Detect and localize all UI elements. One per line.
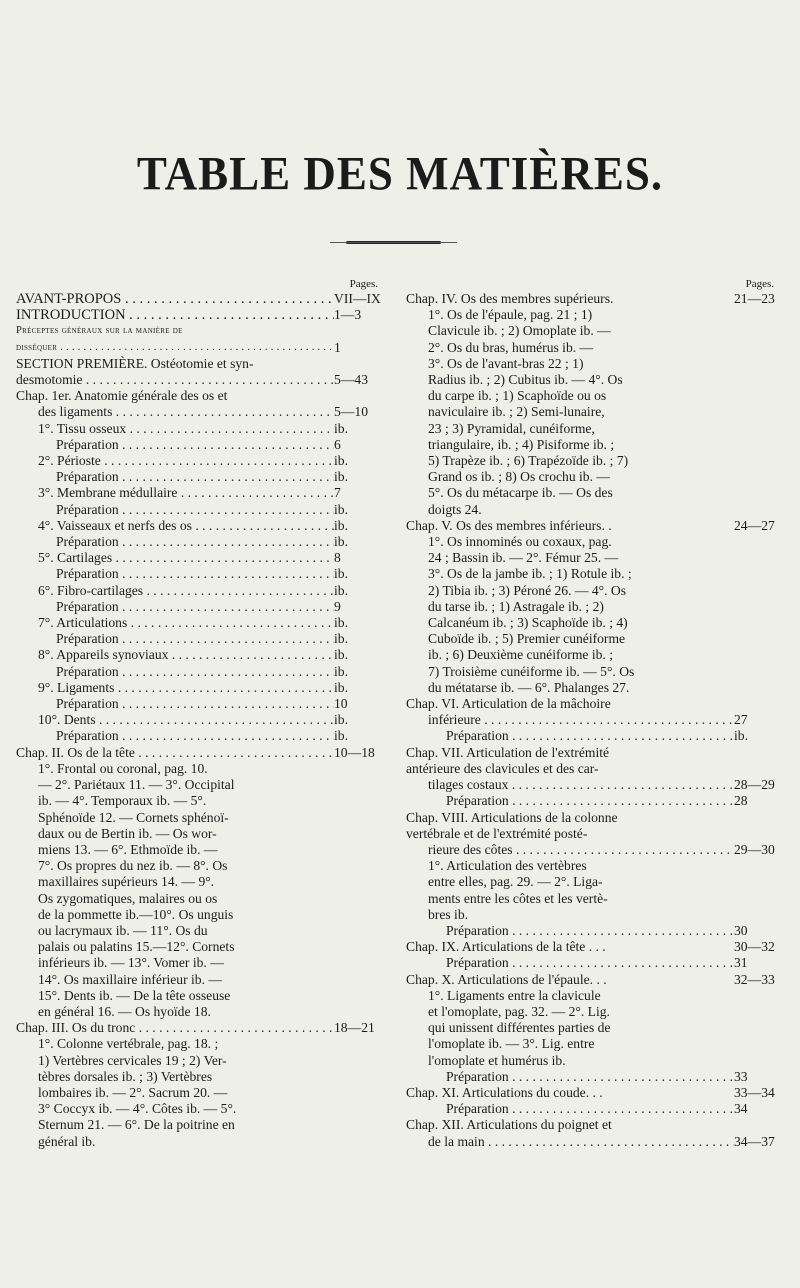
toc-entry-title: 9°. Ligaments . . . xyxy=(38,680,334,696)
toc-entry xyxy=(406,1085,784,1101)
toc-entry-page: ib. xyxy=(334,517,348,533)
toc-entry-title: disséquer . . . xyxy=(16,340,334,356)
toc-entry-title: Chap. X. Articulations de l'épaule. . . xyxy=(406,971,607,987)
toc-entry-page: ib. xyxy=(334,712,348,728)
toc-entry-title: 10°. Dents . . . xyxy=(38,712,334,728)
toc-entry-title: Préparation . . . xyxy=(56,566,334,582)
toc-entry-page: ib. xyxy=(334,453,348,469)
toc-entry-page: 34—37 xyxy=(734,1133,775,1149)
toc-entry-page: 32—33 xyxy=(734,971,775,987)
toc-entry-title: inférieure . . . xyxy=(428,712,734,728)
toc-block xyxy=(16,323,388,355)
toc-entry xyxy=(16,728,388,744)
toc-entry xyxy=(16,469,388,485)
toc-block xyxy=(406,291,784,518)
toc-sub-line: du métatarse ib. — 6°. Phalanges 27. xyxy=(428,679,630,695)
toc-entry-page: ib. xyxy=(734,728,748,744)
toc-block xyxy=(16,388,388,420)
toc-entry-page: 10 xyxy=(334,696,348,712)
toc-entry-page: 34 xyxy=(734,1101,748,1117)
toc-sub-line: ments entre les côtes et les vertè- xyxy=(428,890,608,906)
toc-sub-line: triangulaire, ib. ; 4) Pisiforme ib. ; xyxy=(428,436,615,452)
toc-entry-page: 1—3 xyxy=(334,307,362,323)
toc-sub-line: bres ib. xyxy=(428,906,469,922)
toc-detail xyxy=(406,858,784,923)
toc-entry-page: 10—18 xyxy=(334,744,375,760)
toc-entry-page: 9 xyxy=(334,598,341,614)
toc-entry-page: 28 xyxy=(734,793,748,809)
toc-entry xyxy=(16,404,388,420)
toc-entry-title: 7°. Articulations . . . xyxy=(38,615,334,631)
pages-column-label: Pages. xyxy=(349,278,378,290)
toc-entry-title: Préparation . . . xyxy=(446,955,734,971)
toc-entry xyxy=(406,712,784,728)
toc-entry xyxy=(16,1020,388,1036)
toc-entry xyxy=(16,291,388,307)
toc-entry-title: Chap. III. Os du tronc . . . xyxy=(16,1020,334,1036)
toc-sub-line: — 2°. Pariétaux 11. — 3°. Occipital xyxy=(38,777,235,793)
toc-entry xyxy=(16,307,388,323)
toc-block xyxy=(16,1020,388,1150)
toc-block xyxy=(16,356,388,388)
toc-entry-page: 1 xyxy=(334,339,341,355)
toc-entry-page: 28—29 xyxy=(734,777,775,793)
toc-sub-line: Os zygomatiques, malaires ou os xyxy=(38,890,218,906)
toc-sub-line: Grand os ib. ; 8) Os crochu ib. — xyxy=(428,469,610,485)
toc-sub-line: 5°. Os du métacarpe ib. — Os des xyxy=(428,485,613,501)
toc-sub-line: 1°. Ligaments entre la clavicule xyxy=(428,987,601,1003)
toc-sub-line: tèbres dorsales ib. ; 3) Vertèbres xyxy=(38,1068,213,1084)
toc-entry-title: 2°. Périoste . . . xyxy=(38,453,334,469)
toc-entry-page: ib. xyxy=(334,631,348,647)
toc-sub-line: ib. — 4°. Temporaux ib. — 5°. xyxy=(38,793,207,809)
toc-entry xyxy=(16,615,388,631)
toc-entry-title: 4°. Vaisseaux et nerfs des os . . . xyxy=(38,518,334,534)
toc-entry xyxy=(406,972,784,988)
toc-entry xyxy=(16,518,388,534)
toc-sub-line: 1°. Articulation des vertèbres xyxy=(428,858,587,874)
toc-entry-title: de la main . . . xyxy=(428,1134,734,1150)
toc-entry-title: Préparation . . . xyxy=(446,923,734,939)
toc-entry xyxy=(16,664,388,680)
toc-entry-page: 31 xyxy=(734,955,748,971)
toc-entry xyxy=(16,437,388,453)
toc-entry-title: AVANT-PROPOS . . . xyxy=(16,291,334,307)
toc-sub-line: palais ou palatins 15.—12°. Cornets xyxy=(38,939,235,955)
toc-entry xyxy=(406,923,784,939)
toc-entry xyxy=(16,372,388,388)
toc-block-line: Chap. VI. Articulation de la mâchoire xyxy=(406,696,611,712)
toc-sub-line: 1°. Frontal ou coronal, pag. 10. xyxy=(38,760,208,776)
toc-entry-title: rieure des côtes . . . xyxy=(428,842,734,858)
toc-block xyxy=(16,745,388,1020)
toc-entry-page: 27 xyxy=(734,712,748,728)
toc-entry-page: ib. xyxy=(334,582,348,598)
toc-entry-title: Chap. IX. Articulations de la tête . . . xyxy=(406,939,606,955)
toc-sub-line: doigts 24. xyxy=(428,501,482,517)
toc-block xyxy=(406,696,784,728)
toc-block xyxy=(406,518,784,696)
toc-entry-title: INTRODUCTION . . . xyxy=(16,307,334,323)
toc-sub-line: lombaires ib. — 2°. Sacrum 20. — xyxy=(38,1084,228,1100)
toc-entry-page: 7 xyxy=(334,485,341,501)
toc-entry xyxy=(16,566,388,582)
toc-sub-line: ib. ; 6) Deuxième cunéiforme ib. ; xyxy=(428,647,613,663)
toc-entry-title: Chap. IV. Os des membres supérieurs. xyxy=(406,291,614,306)
toc-entry xyxy=(16,647,388,663)
toc-entry-page: 21—23 xyxy=(734,291,775,306)
toc-entry-page: 18—21 xyxy=(334,1020,375,1036)
toc-entry-title: des ligaments . . . xyxy=(38,404,334,420)
toc-entry xyxy=(16,485,388,501)
toc-entry xyxy=(16,745,388,761)
toc-sub-line: 7) Troisième cunéiforme ib. — 5°. Os xyxy=(428,663,635,679)
toc-entry-page: 5—10 xyxy=(334,404,368,420)
toc-entry-title: 1°. Tissu osseux . . . xyxy=(38,421,334,437)
toc-sub-line: de la pommette ib.—10°. Os unguis xyxy=(38,906,234,922)
toc-sub-line: 1°. Colonne vertébrale, pag. 18. ; xyxy=(38,1036,219,1052)
toc-sub-line: miens 13. — 6°. Ethmoïde ib. — xyxy=(38,841,218,857)
toc-entry-page: ib. xyxy=(334,615,348,631)
toc-sub-line: naviculaire ib. ; 2) Semi-lunaire, xyxy=(428,404,605,420)
toc-entry xyxy=(16,340,388,356)
toc-entry xyxy=(16,534,388,550)
toc-entry xyxy=(16,453,388,469)
toc-entry-page: 24—27 xyxy=(734,517,775,533)
toc-entry xyxy=(16,712,388,728)
toc-sub-line: inférieurs ib. — 13°. Vomer ib. — xyxy=(38,955,224,971)
toc-entry xyxy=(406,291,784,307)
toc-sub-line: du carpe ib. ; 1) Scaphoïde ou os xyxy=(428,388,607,404)
toc-entry-page: ib. xyxy=(334,728,348,744)
toc-sub-line: 15°. Dents ib. — De la tête osseuse xyxy=(38,987,231,1003)
ornamental-rule xyxy=(346,241,441,244)
toc-block-line: vertébrale et de l'extrémité posté- xyxy=(406,825,588,841)
toc-entry-page: ib. xyxy=(334,663,348,679)
toc-detail xyxy=(406,988,784,1069)
toc-sub-line: 14°. Os maxillaire inférieur ib. — xyxy=(38,971,222,987)
toc-entry-title: 8°. Appareils synoviaux . . . xyxy=(38,647,334,663)
toc-block xyxy=(406,1117,784,1149)
toc-block-line: Chap. 1er. Anatomie générale des os et xyxy=(16,388,228,404)
toc-entry xyxy=(406,728,784,744)
toc-entry-title: Préparation . . . xyxy=(56,534,334,550)
toc-entry xyxy=(406,1134,784,1150)
toc-entry-title: Préparation . . . xyxy=(56,696,334,712)
toc-sub-line: en général 16. — Os hyoïde 18. xyxy=(38,1003,211,1019)
toc-entry xyxy=(406,939,784,955)
toc-entry-title: Chap. XI. Articulations du coude. . . xyxy=(406,1084,603,1100)
toc-block-line: SECTION PREMIÈRE. Ostéotomie et syn- xyxy=(16,355,254,371)
toc-entry-page: 33—34 xyxy=(734,1084,775,1100)
toc-column-right xyxy=(406,278,784,1150)
toc-sub-line: maxillaires supérieurs 14. — 9°. xyxy=(38,874,215,890)
toc-entry-title: Préparation . . . xyxy=(446,793,734,809)
toc-entry-title: Préparation . . . xyxy=(56,502,334,518)
toc-sub-line: l'omoplate et humérus ib. xyxy=(428,1052,566,1068)
toc-entry xyxy=(16,696,388,712)
toc-sub-line: 3° Coccyx ib. — 4°. Côtes ib. — 5°. xyxy=(38,1101,237,1117)
toc-sub-line: 7°. Os propres du nez ib. — 8°. Os xyxy=(38,858,228,874)
toc-entry-page: ib. xyxy=(334,420,348,436)
toc-sub-line: l'omoplate ib. — 3°. Lig. entre xyxy=(428,1036,595,1052)
toc-sub-line: 3°. Os de la jambe ib. ; 1) Rotule ib. ; xyxy=(428,566,632,582)
toc-entry-title: Préparation . . . xyxy=(56,599,334,615)
toc-block-line: Chap. VIII. Articulations de la colonne xyxy=(406,809,618,825)
toc-sub-line: Cuboïde ib. ; 5) Premier cunéiforme xyxy=(428,631,626,647)
toc-entry-page: 29—30 xyxy=(734,841,775,857)
toc-entry xyxy=(406,777,784,793)
toc-sub-line: du tarse ib. ; 1) Astragale ib. ; 2) xyxy=(428,598,604,614)
toc-entry-title: desmotomie . . . xyxy=(16,372,334,388)
toc-entry xyxy=(16,680,388,696)
toc-entry-page: VII—IX xyxy=(334,291,381,306)
toc-entry-page: 5—43 xyxy=(334,372,368,388)
toc-sub-line: 24 ; Bassin ib. — 2°. Fémur 25. — xyxy=(428,550,619,566)
toc-entry-page: ib. xyxy=(334,566,348,582)
toc-entry-title: Préparation . . . xyxy=(56,728,334,744)
toc-entry xyxy=(406,842,784,858)
toc-entry-title: Préparation . . . xyxy=(56,469,334,485)
toc-sub-line: daux ou de Bertin ib. — Os wor- xyxy=(38,825,217,841)
toc-entry-page: 30—32 xyxy=(734,939,775,955)
toc-sub-line: Sternum 21. — 6°. De la poitrine en xyxy=(38,1117,235,1133)
toc-entry-title: Chap. II. Os de la tête . . . xyxy=(16,745,334,761)
toc-sub-line: 1) Vertèbres cervicales 19 ; 2) Ver- xyxy=(38,1052,227,1068)
toc-entry-title: Préparation . . . xyxy=(56,437,334,453)
toc-entry-title: 6°. Fibro-cartilages . . . xyxy=(38,583,334,599)
toc-entry xyxy=(16,550,388,566)
toc-entry-title: Préparation . . . xyxy=(56,631,334,647)
toc-block-line: Préceptes généraux sur la manière de xyxy=(16,325,183,337)
page-title: TABLE DES MATIÈRES. xyxy=(136,147,664,201)
toc-entry-page: ib. xyxy=(334,647,348,663)
toc-sub-line: 5) Trapèze ib. ; 6) Trapézoïde ib. ; 7) xyxy=(428,453,629,469)
toc-entry-title: 3°. Membrane médullaire . . . xyxy=(38,485,334,501)
toc-entry xyxy=(406,1069,784,1085)
toc-entry-page: 33 xyxy=(734,1068,748,1084)
toc-entry xyxy=(16,421,388,437)
toc-sub-line: général ib. xyxy=(38,1133,96,1149)
toc-sub-line: 1°. Os innominés ou coxaux, pag. xyxy=(428,534,612,550)
toc-sub-line: 2) Tibia ib. ; 3) Péroné 26. — 4°. Os xyxy=(428,582,627,598)
toc-column-left xyxy=(16,278,388,1150)
toc-entry xyxy=(406,1101,784,1117)
toc-sub-line: ou lacrymaux ib. — 11°. Os du xyxy=(38,922,208,938)
toc-entry xyxy=(16,599,388,615)
toc-entry-title: tilages costaux . . . xyxy=(428,777,734,793)
toc-entry xyxy=(406,518,784,534)
toc-sub-line: 1°. Os de l'épaule, pag. 21 ; 1) xyxy=(428,307,593,323)
toc-block xyxy=(406,810,784,859)
toc-entry-title: Préparation . . . xyxy=(446,1101,734,1117)
toc-entry-page: ib. xyxy=(334,534,348,550)
toc-entry-page: 30 xyxy=(734,922,748,938)
toc-entry xyxy=(16,631,388,647)
toc-entry xyxy=(406,955,784,971)
toc-sub-line: Sphénoïde 12. — Cornets sphénoï- xyxy=(38,809,229,825)
toc-entry-title: Préparation . . . xyxy=(56,664,334,680)
pages-column-label: Pages. xyxy=(745,278,774,290)
toc-sub-line: 23 ; 3) Pyramidal, cunéiforme, xyxy=(428,420,595,436)
toc-block-line: antérieure des clavicules et des car- xyxy=(406,760,599,776)
toc-entry-title: Chap. V. Os des membres inférieurs. . xyxy=(406,517,612,533)
toc-sub-line: 3°. Os de l'avant-bras 22 ; 1) xyxy=(428,355,584,371)
toc-sub-line: 2°. Os du bras, humérus ib. — xyxy=(428,339,594,355)
toc-sub-line: Clavicule ib. ; 2) Omoplate ib. — xyxy=(428,323,611,339)
toc-entry-title: Préparation . . . xyxy=(446,1069,734,1085)
toc-sub-line: Calcanéum ib. ; 3) Scaphoïde ib. ; 4) xyxy=(428,615,628,631)
toc-sub-line: qui unissent différentes parties de xyxy=(428,1020,611,1036)
toc-sub-line: et l'omoplate, pag. 32. — 2°. Lig. xyxy=(428,1003,610,1019)
toc-entry-page: ib. xyxy=(334,469,348,485)
toc-block-line: Chap. VII. Articulation de l'extrémité xyxy=(406,744,610,760)
toc-entry xyxy=(16,502,388,518)
toc-entry-page: 8 xyxy=(334,550,341,566)
toc-entry-page: ib. xyxy=(334,501,348,517)
toc-entry-title: 5°. Cartilages . . . xyxy=(38,550,334,566)
toc-sub-line: Radius ib. ; 2) Cubitus ib. — 4°. Os xyxy=(428,372,623,388)
toc-entry-title: Préparation . . . xyxy=(446,728,734,744)
toc-entry-page: 6 xyxy=(334,436,341,452)
toc-block-line: Chap. XII. Articulations du poignet et xyxy=(406,1117,612,1133)
toc-entry xyxy=(16,583,388,599)
toc-sub-line: entre elles, pag. 29. — 2°. Liga- xyxy=(428,874,603,890)
toc-entry-page: ib. xyxy=(334,679,348,695)
toc-block xyxy=(406,745,784,794)
toc-entry xyxy=(406,793,784,809)
